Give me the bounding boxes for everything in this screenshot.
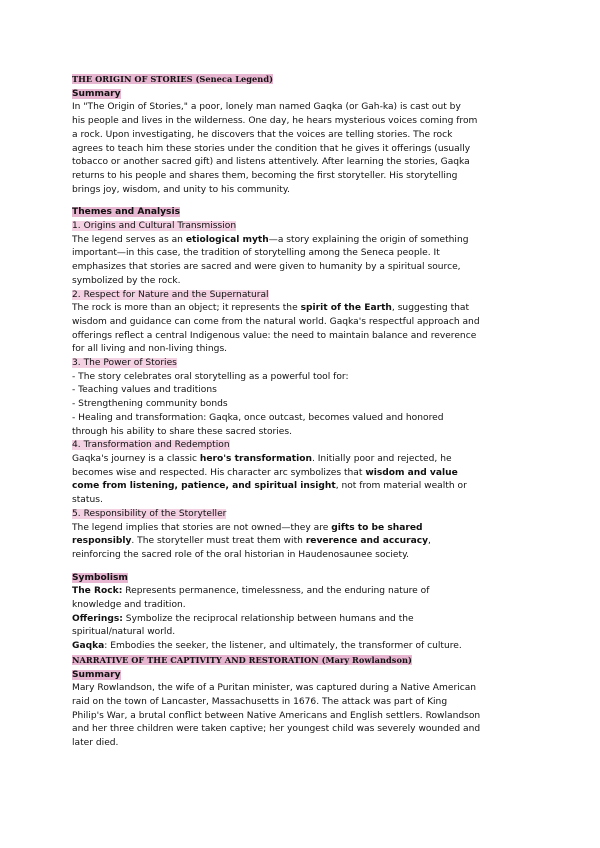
list-item: through his ability to share these sacred stories. xyxy=(72,426,293,437)
theme-text-line: for all living and non-living things. xyxy=(72,344,228,355)
symbolism-heading: Symbolism xyxy=(72,572,128,583)
symbol-line: Offerings: Symbolize the reciprocal relationship between humans and the xyxy=(72,613,414,624)
theme-heading: 5. Responsibility of the Storyteller xyxy=(72,508,227,519)
theme-text-line: offerings reflect a central Indigenous value: the need to maintain balance and reverence xyxy=(72,330,477,341)
theme-text-line: becomes wise and respected. His character arc symbolizes that wisdom and value xyxy=(72,467,458,478)
summary-line: tobacco or another sacred gift) and listens attentively. After learning the stories, Gaqka xyxy=(72,157,470,168)
theme-text-line: reinforcing the sacred role of the oral historian in Haudenosaunee society. xyxy=(72,549,410,560)
section-title-narrative: NARRATIVE OF THE CAPTIVITY AND RESTORATION (Mary Rowlandson) xyxy=(72,654,412,665)
theme-text-line: The rock is more than an object; it represents the spirit of the Earth, suggesting that xyxy=(72,303,470,314)
theme-heading: 2. Respect for Nature and the Supernatural xyxy=(72,289,269,300)
theme-text-line: status. xyxy=(72,495,103,506)
theme-text-line: responsibly. The storyteller must treat them with reverence and accuracy, xyxy=(72,536,431,547)
theme-text-line: wisdom and guidance can come from the natural world. Gaqka's respectful approach and xyxy=(72,316,480,327)
theme-text-line: Gaqka's journey is a classic hero's transformation. Initially poor and rejected, he xyxy=(72,453,452,464)
theme-text-line: The legend serves as an etiological myth—a story explaining the origin of something xyxy=(72,234,469,245)
section-title-origin: THE ORIGIN OF STORIES (Seneca Legend) xyxy=(72,74,274,84)
theme-text-line: emphasizes that stories are sacred and were given to humanity by a spiritual source, xyxy=(72,262,461,273)
narrative-summary xyxy=(72,682,532,751)
theme-text-line: symbolized by the rock. xyxy=(72,275,181,286)
summary-line: raid on the town of Lancaster, Massachusetts in 1676. The attack was part of King xyxy=(72,696,448,707)
summary-line: Philip's War, a brutal conflict between Native Americans and English settlers. Rowlandson xyxy=(72,710,481,721)
theme-heading: 4. Transformation and Redemption xyxy=(72,440,230,451)
list-item: - Healing and transformation: Gaqka, once outcast, becomes valued and honored xyxy=(72,412,444,423)
theme-text-line: The legend implies that stories are not owned—they are gifts to be shared xyxy=(72,522,423,533)
summary-line: Mary Rowlandson, the wife of a Puritan minister, was captured during a Native American xyxy=(72,683,477,694)
document-body xyxy=(72,73,532,751)
summary-line: In "The Origin of Stories," a poor, lonely man named Gaqka (or Gah-ka) is cast out by xyxy=(72,102,461,113)
origin-summary xyxy=(72,101,532,197)
summary-line: and her three children were taken captive; her youngest child was severely wounded and xyxy=(72,724,481,735)
theme-heading: 3. The Power of Stories xyxy=(72,358,177,369)
list-item: - Teaching values and traditions xyxy=(72,385,217,396)
symbol-line: The Rock: Represents permanence, timelessness, and the enduring nature of xyxy=(72,586,430,597)
summary-line: later died. xyxy=(72,738,119,749)
summary-heading: Summary xyxy=(72,669,121,680)
summary-line: brings joy, wisdom, and unity to his community. xyxy=(72,184,290,195)
summary-line: returns to his people and shares them, becoming the first storyteller. His storytelling xyxy=(72,170,458,181)
summary-line: his people and lives in the wilderness. One day, he hears mysterious voices coming from xyxy=(72,116,478,127)
symbol-line: Gaqka: Embodies the seeker, the listener, and ultimately, the transformer of culture. xyxy=(72,641,462,652)
list-item: - The story celebrates oral storytelling as a powerful tool for: xyxy=(72,371,349,382)
summary-heading: Summary xyxy=(72,88,121,99)
symbol-line: spiritual/natural world. xyxy=(72,627,176,638)
theme-heading: 1. Origins and Cultural Transmission xyxy=(72,221,237,232)
symbol-line: knowledge and tradition. xyxy=(72,600,186,611)
themes-heading: Themes and Analysis xyxy=(72,207,180,218)
summary-line: a rock. Upon investigating, he discovers that the voices are telling stories. The rock xyxy=(72,129,453,140)
theme-text-line: important—in this case, the tradition of storytelling among the Seneca people. It xyxy=(72,248,440,259)
summary-line: agrees to teach him these stories under the condition that he gives it offerings (usually xyxy=(72,143,471,154)
list-item: - Strengthening community bonds xyxy=(72,399,228,410)
theme-text-line: come from listening, patience, and spiritual insight, not from material wealth or xyxy=(72,481,467,492)
